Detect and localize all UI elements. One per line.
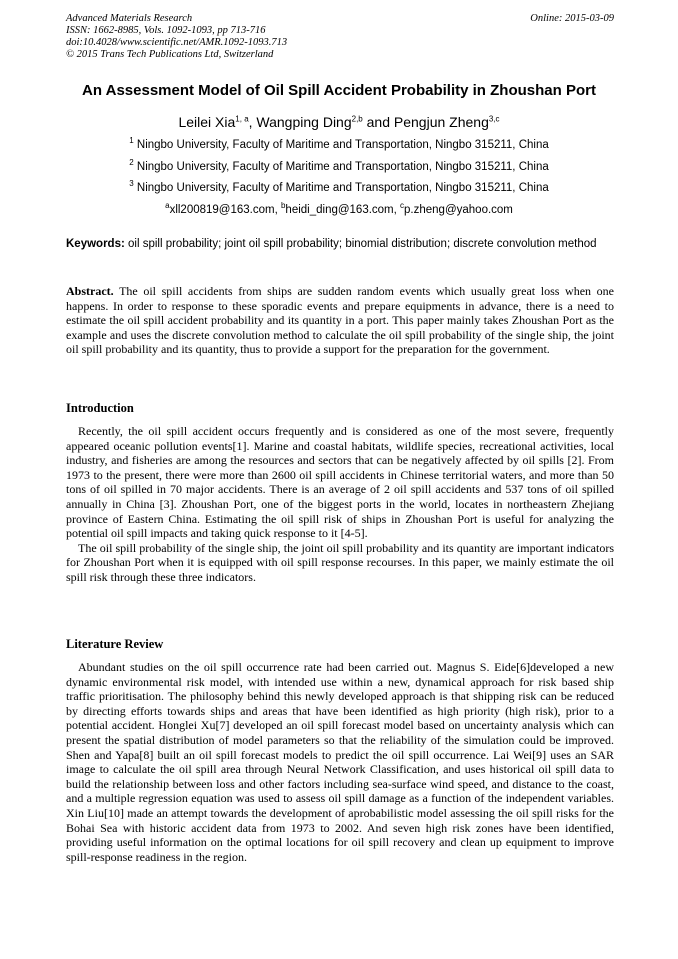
doi: doi:10.4028/www.scientific.net/AMR.1092-1093.713 [66,37,288,48]
author-name: and Pengjun Zheng [362,114,489,130]
literature-body [66,660,614,864]
email-sup: c [400,201,405,211]
keywords [66,237,614,252]
section-heading-literature-review: Literature Review [66,637,164,651]
journal-header [66,13,614,61]
abstract-text: The oil spill accidents from ships are sudden random events which usually great loss when one happens. In order to response to these sporadic events and prepare equipments in advance, there is a need to estimate the oil spill accident probability and its quantity in a port. This paper mainly takes Zhoushan Port as the example and uses the discrete convolution method to calculate the oil spill probability of the single ship, the joint oil spill probability and its quantity, thus to provide a support for the preparation for the government. [66,284,614,357]
author-sup: 1, a [235,114,249,124]
paragraph: Abundant studies on the oil spill occurrence rate had been carried out. Magnus S. Eide[6]developed a new dynamic environmental risk model, with intended use within a new, dynamical approach for risk based ship traffic prioritisation. The philosophy behind this newly developed approach is that shipping risk can be reduced by directing efforts towards ships and areas that have been identified as high priority (high risk), prior to a potential accident. Honglei Xu[7] developed an oil spill forecast model based on uncertainty analysis which can present the spatial distribution of model parameters so that the reliability of the simulation could be improved. Shen and Yapa[8] built an oil spill forecast models to predict the oil spill occurrence. Lai Wei[9] uses an SAR image to calculate the oil spill area through Neural Network Classification, and uses historical oil spill data to build the relationship between loss and other factors including sea-surface wind speed, and distance to the coast, and a multiple regression equation was used to assess oil spill damage as a function of the independent variables. Xin Liu[10] made an attempt towards the development of aprobabilistic model assessing the oil spill risks for the Bohai Sea with historic accident data from 1973 to 2002. And seven high risk zones have been identified, providing useful information on the optimal locations for oil spill recovery and clean up equipment to improve spill-response readiness in the region. [66,660,614,864]
author-name: , Wangping Ding [248,114,352,130]
keywords-text: oil spill probability; joint oil spill probability; binomial distribution; discrete convolution method [124,238,597,250]
journal-name: Advanced Materials Research [66,13,193,24]
paragraph: Recently, the oil spill accident occurs frequently and is considered as one of the most severe, frequently appeared oceanic pollution events[1]. Marine and coastal habitats, wildlife species, recreational activities, local industry, and fisheries are among the resources and sectors that can be negatively affected by oil spills [2]. From 1973 to the present, there were more than 2600 oil spill accidents in Chinese territorial waters, and more than 50 tons of oil spilled in 70 major accidents. There is an average of 2 oil spill accidents and 537 tons of oil spilled annually in China [3]. Zhoushan Port, one of the biggest ports in the world, locates in northeastern Zhejiang province of Eastern China. Estimating the oil spill risk of ships in Zhoushan Port is useful for analyzing the potential oil spill impacts and taking quick response to it [4-5]. [66,424,614,541]
affiliation [40,158,638,173]
author-sup: 3,c [488,114,500,124]
affiliation-text: Ningbo University, Faculty of Maritime and Transportation, Ningbo 315211, China [133,182,549,194]
email-sup: b [280,201,286,211]
author-name: Leilei Xia [178,114,236,130]
introduction-body [66,424,614,585]
affiliation-sup: 1 [129,136,134,146]
abstract-label: Abstract. [66,284,114,298]
email-sup: a [165,201,170,211]
author-sup: 2,b [351,114,363,124]
email-text: heidi_ding@163.com, [285,204,401,216]
author-emails [40,201,638,216]
affiliation-text: Ningbo University, Faculty of Maritime and Transportation, Ningbo 315211, China [133,139,549,151]
paper-title: An Assessment Model of Oil Spill Accident Probability in Zhoushan Port [82,82,596,99]
affiliation [40,136,638,151]
online-date: Online: 2015-03-09 [530,13,614,24]
email-text: p.zheng@yahoo.com [404,204,513,216]
email-text: xll200819@163.com, [169,204,281,216]
issn: ISSN: 1662-8985, Vols. 1092-1093, pp 713-716 [66,25,266,36]
affiliation-sup: 2 [129,158,134,168]
affiliation [40,179,638,194]
affiliation-sup: 3 [129,179,134,189]
keywords-label: Keywords: [66,238,125,250]
paragraph: The oil spill probability of the single ship, the joint oil spill probability and its quantity are important indicators for Zhoushan Port when it is equipped with oil spill response recourses. In this paper, we mainly estimate the oil spill risk through these three indicators. [66,540,614,584]
abstract [66,284,614,357]
author-list [40,114,638,130]
affiliation-text: Ningbo University, Faculty of Maritime and Transportation, Ningbo 315211, China [133,161,549,173]
copyright: © 2015 Trans Tech Publications Ltd, Switzerland [66,49,274,60]
section-heading-introduction: Introduction [66,401,134,415]
